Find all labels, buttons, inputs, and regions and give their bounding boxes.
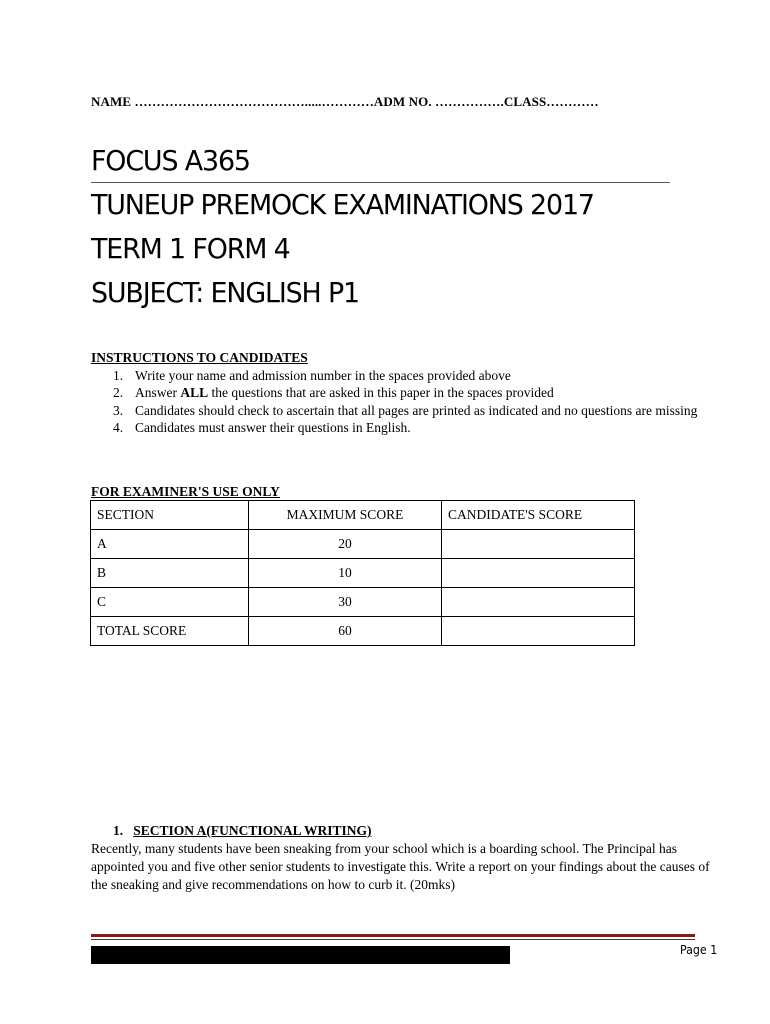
instruction-item [91, 402, 731, 420]
instruction-number: 2. [113, 385, 124, 400]
section-a-heading: SECTION A(FUNCTIONAL WRITING) [133, 823, 372, 838]
section-cell: C [91, 588, 249, 617]
page-number: Page 1 [680, 943, 718, 957]
max-score-cell: 10 [249, 559, 442, 588]
table-row [91, 617, 635, 646]
examiner-heading: FOR EXAMINER'S USE ONLY [91, 484, 280, 499]
score-table [90, 500, 635, 646]
instruction-number: 4. [113, 420, 124, 435]
max-score-cell: 20 [249, 530, 442, 559]
question-body: Recently, many students have been sneaking from your school which is a boarding school. The Principal has appointed you and five other senior students to investigate this. Write a report on your findings about the causes of the sneaking and give recommendations on how to curb it. (20mks) [91, 841, 710, 892]
question-heading [91, 822, 711, 840]
instruction-text: Candidates must answer their questions in English. [135, 420, 411, 435]
column-header-section: SECTION [91, 501, 249, 530]
instruction-number: 3. [113, 402, 124, 418]
question-number: 1. [113, 823, 124, 838]
name-adm-class-line: NAME ………………………………….....…………ADM NO. …………….CLASS………… [91, 94, 599, 109]
candidate-score-cell[interactable] [442, 559, 635, 588]
instruction-text: Write your name and admission number in the spaces provided above [135, 367, 511, 383]
table-row [91, 588, 635, 617]
section-a-question [91, 822, 711, 894]
term-form-title: TERM 1 FORM 4 [91, 232, 290, 265]
school-title: FOCUS A365 [91, 140, 670, 183]
instruction-text: Candidates should check to ascertain that all pages are printed as indicated and no questions are missing [135, 402, 698, 418]
section-cell: A [91, 530, 249, 559]
instruction-text: Answer [135, 385, 181, 400]
instruction-number: 1. [113, 367, 124, 383]
instruction-item [91, 367, 731, 385]
exam-title-block [91, 140, 711, 315]
subject-title: SUBJECT: ENGLISH P1 [91, 276, 360, 309]
instructions-section [91, 349, 731, 437]
instruction-text: the questions that are asked in this paper in the spaces provided [208, 385, 554, 400]
column-header-candidate: CANDIDATE'S SCORE [442, 501, 635, 530]
footer-redaction-bar [91, 946, 510, 964]
table-row [91, 530, 635, 559]
exam-name-title: TUNEUP PREMOCK EXAMINATIONS 2017 [91, 188, 594, 221]
section-cell: B [91, 559, 249, 588]
candidate-score-cell[interactable] [442, 588, 635, 617]
instructions-list [91, 367, 731, 437]
candidate-score-cell[interactable] [442, 617, 635, 646]
section-cell: TOTAL SCORE [91, 617, 249, 646]
max-score-cell: 30 [249, 588, 442, 617]
instruction-emphasis: ALL [180, 385, 209, 400]
max-score-cell: 60 [249, 617, 442, 646]
instruction-item [91, 419, 731, 437]
instructions-heading: INSTRUCTIONS TO CANDIDATES [91, 350, 308, 365]
table-header-row [91, 501, 635, 530]
candidate-score-cell[interactable] [442, 530, 635, 559]
instruction-item [91, 384, 731, 402]
footer-divider [91, 934, 695, 937]
footer-divider-thin [91, 939, 695, 940]
table-row [91, 559, 635, 588]
column-header-max: MAXIMUM SCORE [249, 501, 442, 530]
